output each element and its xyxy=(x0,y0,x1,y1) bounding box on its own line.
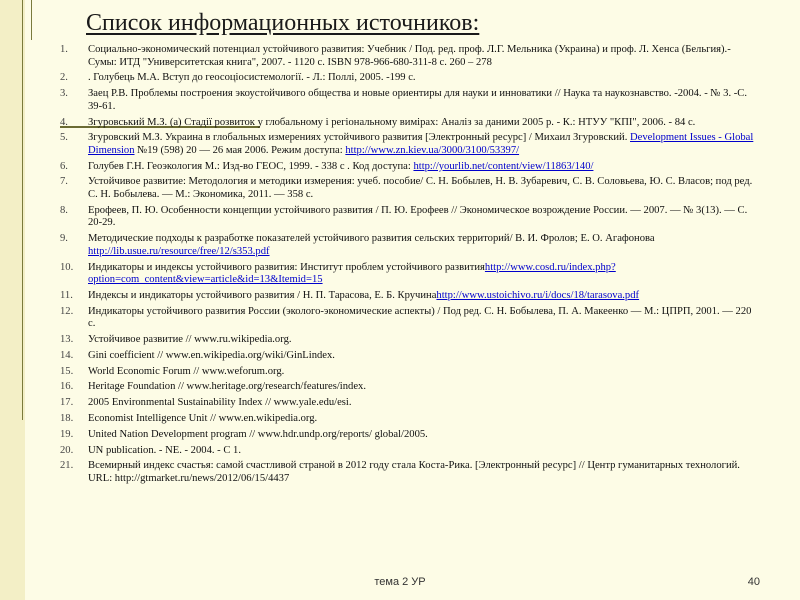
source-text: Устойчивое развитие: Методология и методики измерения: учеб. пособие/ С. Н. Бобылев, Н. В. Зубаревич, С. В. Соловьева, Ю. С. Власов; под ред. С. Н. Бобылева. — М.: Экономика, 2011. — 358 с. xyxy=(88,176,753,201)
list-item xyxy=(60,334,760,347)
source-text: Згуровский М.З. Украина в глобальных измерениях устойчивого развития [Электронный ресурс] / Михаил Згуровский. xyxy=(88,132,631,144)
list-number: 4. xyxy=(60,116,68,128)
source-text: Устойчивое развитие // www.ru.wikipedia.org. xyxy=(88,334,292,346)
list-number: 12. xyxy=(60,305,74,317)
source-link[interactable]: Development Issues - Global Dimension xyxy=(88,132,754,156)
list-item xyxy=(60,460,760,485)
source-text-tail: №19 (598) 20 — 26 мая 2006. Режим доступа: xyxy=(134,144,346,156)
source-text: Методические подходы к разработке показателей устойчивого развития сельских территорий/ В. И. Фролов; Е. О. Агафонова xyxy=(88,233,655,245)
vertical-rule-right xyxy=(31,0,32,40)
list-item xyxy=(60,117,760,130)
list-item xyxy=(60,132,760,157)
list-item xyxy=(60,413,760,426)
list-number: 11. xyxy=(60,289,73,301)
source-text: United Nation Development program // www.hdr.undp.org/reports/ global/2005. xyxy=(88,428,428,440)
list-item xyxy=(60,306,760,331)
list-item xyxy=(60,381,760,394)
list-number: 13. xyxy=(60,334,74,346)
list-number: 20. xyxy=(60,444,74,456)
source-link[interactable]: http://yourlib.net/content/view/11863/140/ xyxy=(413,160,594,172)
source-link[interactable]: http://www.ustoichivo.ru/i/docs/18/tarasova.pdf xyxy=(436,289,640,301)
source-text: Gini coefficient // www.en.wikipedia.org/wiki/GinLindex. xyxy=(88,349,335,361)
list-item xyxy=(60,176,760,201)
source-link[interactable]: http://www.zn.kiev.ua/3000/3100/53397/ xyxy=(345,144,520,156)
source-text: Economist Intelligence Unit // www.en.wikipedia.org. xyxy=(88,413,318,425)
source-text: Згуровський М.З. (а) Стадії розвиток у глобальному і регіональному вимірах: Аналіз за даними 2005 р. - К.: НТУУ "КПІ", 2006. - 84 с. xyxy=(88,116,696,128)
list-item xyxy=(60,205,760,230)
page-number: 40 xyxy=(747,576,760,588)
list-number: 17. xyxy=(60,397,74,409)
list-number: 14. xyxy=(60,349,74,361)
source-text: Индикаторы и индексы устойчивого развития: Институт проблем устойчивого развития xyxy=(88,261,485,273)
sources-list xyxy=(60,44,760,489)
list-number: 21. xyxy=(60,460,74,472)
source-text: Индексы и индикаторы устойчивого развития / Н. П. Тарасова, Е. Б. Кручина xyxy=(88,289,437,301)
list-item xyxy=(60,429,760,442)
source-text: Ерофеев, П. Ю. Особенности концепции устойчивого развития / П. Ю. Ерофеев // Экономическое возрождение России. — 2007. — № 3(13). — С. 20-29. xyxy=(88,204,748,229)
list-number: 3. xyxy=(60,88,68,100)
vertical-rule-left xyxy=(22,0,23,420)
list-number: 2. xyxy=(60,72,68,84)
list-number: 5. xyxy=(60,132,68,144)
list-number: 18. xyxy=(60,413,74,425)
list-item xyxy=(60,350,760,363)
list-number: 6. xyxy=(60,160,68,172)
footer-topic: тема 2 УР xyxy=(374,576,426,588)
list-item xyxy=(60,72,760,85)
list-item xyxy=(60,88,760,113)
page-title: Список информационных источников: xyxy=(86,10,480,36)
source-text: Голубев Г.Н. Геоэкология М.: Изд-во ГЕОС, 1999. - 338 с . Код доступа: xyxy=(88,160,414,172)
source-text: Heritage Foundation // www.heritage.org/research/features/index. xyxy=(88,381,366,393)
source-text: World Economic Forum // www.weforum.org. xyxy=(88,365,285,377)
source-text: 2005 Environmental Sustainability Index // www.yale.edu/esi. xyxy=(88,397,352,409)
list-item xyxy=(60,161,760,174)
list-number: 16. xyxy=(60,381,74,393)
list-number: 7. xyxy=(60,176,68,188)
list-number: 8. xyxy=(60,204,68,216)
source-text: UN publication. - NE. - 2004. - С 1. xyxy=(88,444,241,456)
source-text: Заец Р.В. Проблемы построения экоустойчивого общества и новые ориентиры для науки и инноватики // Наука та наукознавство. -2004. - № 3. -С. 39-61. xyxy=(88,88,747,112)
list-item xyxy=(60,44,760,69)
list-number: 15. xyxy=(60,365,74,377)
list-item xyxy=(60,233,760,258)
source-text: Всемирный индекс счастья: самой счастливой страной в 2012 году стала Коста-Рика. [Электронный ресурс] // Центр гуманитарных технологий. URL: http://gtmarket.ru/news/2012/06/15/4437 xyxy=(88,460,740,484)
list-item xyxy=(60,445,760,458)
source-text: . Голубець М.А. Вступ до геосоціосистемології. - Л.: Поллі, 2005. -199 с. xyxy=(88,72,416,84)
source-text: Социально-экономический потенциал устойчивого развития: Учебник / Под. ред. проф. Л.Г. Мельника (Украина) и проф. Л. Хенса (Бельгия).- Сумы: ИТД "Университетская книга", 2007. - 1120 с. ISBN 978-966-680-311-8 с. 260 – 278 xyxy=(88,44,731,68)
list-item xyxy=(60,262,760,287)
list-number: 9. xyxy=(60,233,68,245)
list-number: 1. xyxy=(60,44,68,55)
source-text: Индикаторы устойчивого развития России (эколого-экономические аспекты) / Под ред. С. Н. Бобылева, П. А. Макеенко — М.: ЦПРП, 2001. — 220 с. xyxy=(88,305,752,330)
source-link[interactable]: http://www.cosd.ru/index.php?option=com_content&view=article&id=13&Itemid=15 xyxy=(88,261,616,286)
list-number: 19. xyxy=(60,428,74,440)
source-link[interactable]: http://lib.usue.ru/resource/free/12/s353.pdf xyxy=(88,245,270,257)
list-item xyxy=(60,397,760,410)
list-item xyxy=(60,290,760,303)
list-item xyxy=(60,366,760,379)
list-number: 10. xyxy=(60,261,74,273)
